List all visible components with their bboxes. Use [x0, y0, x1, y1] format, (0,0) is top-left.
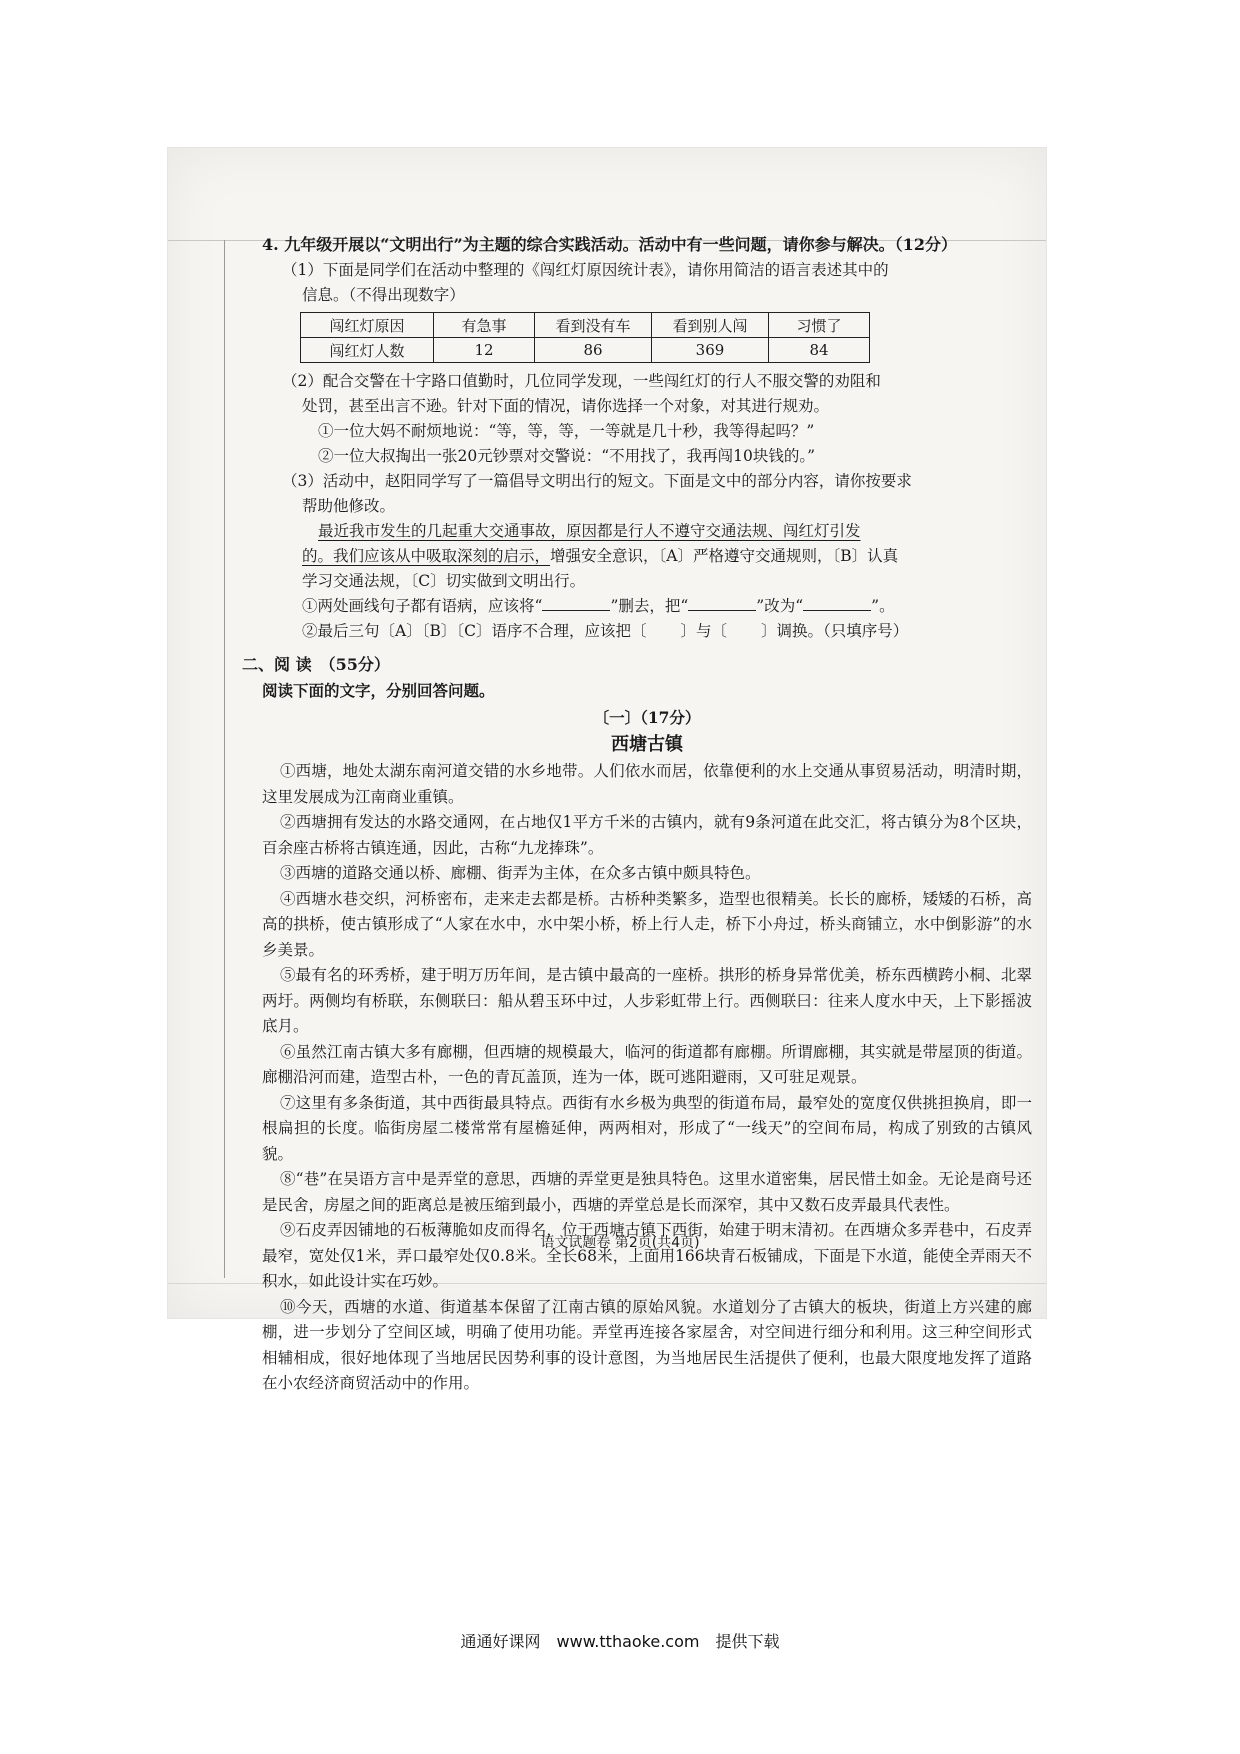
article-paragraph: ⑥虽然江南古镇大多有廊棚，但西塘的规模最大，临河的街道都有廊棚。所谓廊棚，其实就是带屋顶的街道。廊棚沿河而建，造型古朴，一色的青瓦盖顶，连为一体，既可逃阳避雨，又可驻足观景。 [262, 1042, 1032, 1086]
answer-blank[interactable] [542, 594, 610, 611]
part-2-item-1: ①一位大妈不耐烦地说：“等，等，等，一等就是几十秒，我等得起吗？” [318, 422, 815, 440]
section-2-heading: 二、阅 读 （55分） [242, 655, 390, 674]
table-cell: 看到别人闯 [652, 313, 769, 338]
question-4-part-3 [262, 469, 1032, 644]
table-cell: 86 [535, 338, 652, 363]
page-content [242, 232, 1032, 1397]
passage-text: 增强安全意识，〔A〕严格遵守交通规则，〔B〕认真 [550, 547, 899, 565]
task-1-text: ”删去，把“ [610, 597, 689, 615]
task-2-text: 〕与〔 [680, 622, 727, 640]
task-2-text: ②最后三句〔A〕〔B〕〔C〕语序不合理，应该把〔 [302, 622, 647, 640]
article-paragraph: ⑧“巷”在吴语方言中是弄堂的意思，西塘的弄堂更是独具特色。这里水道密集，居民惜土如金。无论是商号还是民舍，房屋之间的距离总是被压缩到最小，西塘的弄堂总是长而深窄，其中又数石皮弄最具代表性。 [262, 1170, 1032, 1214]
task-1-text: ”。 [871, 597, 895, 615]
table-row [301, 313, 870, 338]
article-paragraph: ⑦这里有多条街道，其中西街最具特点。西街有水乡极为典型的街道布局，最窄处的宽度仅供挑担换肩，即一根扁担的长度。临街房屋二楼常常有屋檐延伸，两两相对，形成了“一线天”的空间布局，构成了别致的古镇风貌。 [262, 1093, 1032, 1163]
question-4-title: 4. 九年级开展以“文明出行”为主题的综合实践活动。活动中有一些问题，请你参与解决。（12分） [262, 235, 957, 254]
table-cell: 369 [652, 338, 769, 363]
task-1-text: ①两处画线句子都有语病，应该将“ [302, 597, 543, 615]
table-cell: 看到没有车 [535, 313, 652, 338]
reading-instruction: 阅读下面的文字，分别回答问题。 [262, 681, 495, 700]
article-paragraph: ④西塘水巷交织，河桥密布，走来走去都是桥。古桥种类繁多，造型也很精美。长长的廊桥，矮矮的石桥，高高的拱桥，使古镇形成了“人家在水中，水中架小桥，桥上行人走，桥下小舟过，桥头商铺立，水中倒影游”的水乡美景。 [262, 889, 1032, 959]
answer-blank[interactable] [688, 594, 756, 611]
article-paragraph: ③西塘的道路交通以桥、廊棚、街弄为主体，在众多古镇中颇具特色。 [280, 864, 761, 882]
table-header-cell: 闯红灯人数 [301, 338, 434, 363]
passage-line-1 [282, 519, 1032, 544]
part-3-line-1: （3）活动中，赵阳同学写了一篇倡导文明出行的短文。下面是文中的部分内容，请你按要求 [282, 472, 912, 490]
article-paragraph: ⑨石皮弄因铺地的石板薄脆如皮而得名，位于西塘古镇下西街，始建于明末清初。在西塘众多弄巷中，石皮弄最窄，宽处仅1米，弄口最窄处仅0.8米。全长68米，上面用166块青石板铺成，下面是下水道，能使全弄雨天不积水，如此设计实在巧妙。 [262, 1221, 1032, 1290]
part-1-line-2: 信息。（不得出现数字） [302, 286, 465, 304]
table-cell: 习惯了 [769, 313, 870, 338]
article-paragraph: ①西塘，地处太湖东南河道交错的水乡地带。人们依水而居，依靠便利的水上交通从事贸易活动，明清时期，这里发展成为江南商业重镇。 [262, 762, 1032, 806]
passage-line-2 [282, 544, 1032, 569]
table-cell: 有急事 [434, 313, 535, 338]
article-paragraph: ⑤最有名的环秀桥，建于明万历年间，是古镇中最高的一座桥。拱形的桥身异常优美，桥东西横跨小桐、北翠两圩。两侧均有桥联，东侧联曰：船从碧玉环中过，人步彩虹带上行。西侧联曰：往来人度水中天，上下影摇波底月。 [262, 966, 1032, 1035]
question-4-part-1 [262, 258, 1032, 308]
table-header-cell: 闯红灯原因 [301, 313, 434, 338]
task-2-text: 〕调换。（只填序号） [760, 622, 909, 640]
article-paragraph: ②西塘拥有发达的水路交通网，在占地仅1平方千米的古镇内，就有9条河道在此交汇，将古镇分为8个区块，百余座古桥将古镇连通，因此，古称“九龙捧珠”。 [262, 813, 1032, 857]
question-4-part-2 [262, 369, 1032, 469]
site-footer: 通通好课网 www.tthaoke.com 提供下载 [460, 1632, 780, 1651]
part-3-line-2: 帮助他修改。 [302, 497, 396, 515]
article-paragraph: ⑩今天，西塘的水道、街道基本保留了江南古镇的原始风貌。水道划分了古镇大的板块，街道上方兴建的廊棚，进一步划分了空间区域，明确了使用功能。弄堂再连接各家屋舍，对空间进行细分和利用。这三种空间形式相辅相成，很好地体现了当地居民因势利事的设计意图，为当地居民生活提供了便利，也最大限度地发挥了道路在小农经济商贸活动中的作用。 [262, 1297, 1032, 1392]
answer-blank[interactable] [803, 594, 871, 611]
article-title: 西塘古镇 [611, 734, 683, 755]
part-2-line-2: 处罚，甚至出言不逊。针对下面的情况，请你选择一个对象，对其进行规劝。 [302, 397, 830, 415]
passage-line-3: 学习交通法规，〔C〕切实做到文明出行。 [302, 572, 586, 590]
table-cell: 12 [434, 338, 535, 363]
task-2 [282, 619, 1032, 644]
article-body [262, 759, 1032, 1397]
scan-border-left [224, 240, 225, 1278]
table-cell: 84 [769, 338, 870, 363]
part-2-line-1: （2）配合交警在十字路口值勤时，几位同学发现，一些闯红灯的行人不服交警的劝阻和 [282, 372, 881, 390]
reading-part-label: 〔一〕（17分） [593, 708, 701, 727]
task-1-text: ”改为“ [756, 597, 804, 615]
underlined-sentence-1: 最近我市发生的几起重大交通事故，原因都是行人不遵守交通法规、闯红灯引发 [318, 522, 861, 540]
part-1-line-1: （1）下面是同学们在活动中整理的《闯红灯原因统计表》，请你用简洁的语言表述其中的 [282, 261, 889, 279]
table-row [301, 338, 870, 363]
red-light-statistics-table [300, 312, 870, 363]
underlined-sentence-2: 我们应该从中吸取深刻的启示， [333, 547, 551, 565]
task-1 [282, 594, 1032, 619]
page-number: 语文试题卷 第2页(共4页) [540, 1235, 700, 1251]
underlined-sentence-1-end: 的。 [302, 547, 334, 565]
part-2-item-2: ②一位大叔掏出一张20元钞票对交警说：“不用找了，我再闯10块钱的。” [318, 447, 816, 465]
